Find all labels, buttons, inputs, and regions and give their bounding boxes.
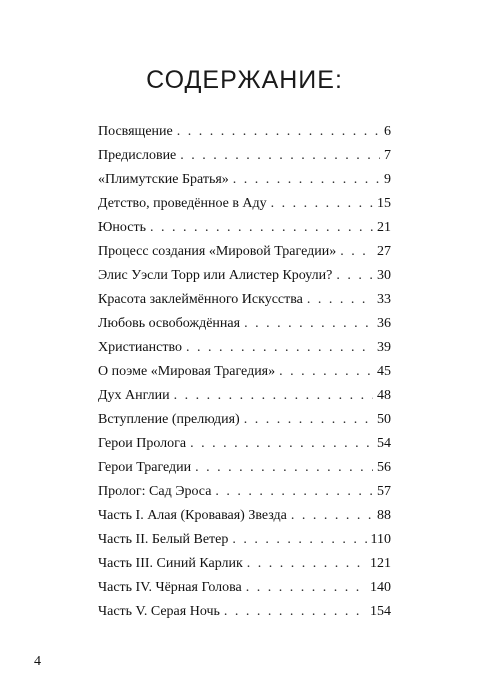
table-of-contents <box>98 120 391 624</box>
page-title: СОДЕРЖАНИЕ: <box>146 66 343 94</box>
dot-leader <box>279 360 373 384</box>
dot-leader <box>195 456 373 480</box>
toc-entry <box>98 600 391 624</box>
toc-entry-page: 45 <box>377 364 391 379</box>
toc-entry <box>98 576 391 600</box>
toc-entry-title: Процесс создания «Мировой Трагедии» <box>98 244 337 259</box>
toc-entry <box>98 456 391 480</box>
dot-leader <box>244 312 373 336</box>
toc-entry <box>98 528 391 552</box>
toc-entry-page: 88 <box>377 508 391 523</box>
toc-entry <box>98 288 391 312</box>
toc-entry-title: Юность <box>98 220 146 235</box>
toc-entry-title: Предисловие <box>98 148 177 163</box>
dot-leader <box>244 408 373 432</box>
toc-entry-page: 57 <box>377 484 391 499</box>
dot-leader <box>336 264 373 288</box>
toc-entry-title: Герои Пролога <box>98 436 187 451</box>
toc-entry-title: Часть V. Серая Ночь <box>98 604 220 619</box>
dot-leader <box>190 432 373 456</box>
dot-leader <box>291 504 373 528</box>
dot-leader <box>186 336 373 360</box>
toc-entry-title: Посвящение <box>98 124 173 139</box>
toc-entry-page: 7 <box>384 148 391 163</box>
toc-entry-page: 121 <box>370 556 391 571</box>
toc-entry-page: 27 <box>377 244 391 259</box>
dot-leader <box>177 120 380 144</box>
toc-entry-page: 30 <box>377 268 391 283</box>
dot-leader <box>174 384 373 408</box>
toc-entry <box>98 264 391 288</box>
toc-entry-title: Дух Англии <box>98 388 170 403</box>
dot-leader <box>307 288 373 312</box>
toc-entry-title: Часть III. Синий Карлик <box>98 556 243 571</box>
dot-leader <box>224 600 366 624</box>
toc-entry-page: 110 <box>370 532 391 547</box>
dot-leader <box>180 144 380 168</box>
dot-leader <box>215 480 373 504</box>
toc-entry <box>98 192 391 216</box>
dot-leader <box>232 528 366 552</box>
toc-entry-page: 56 <box>377 460 391 475</box>
toc-entry-page: 140 <box>370 580 391 595</box>
toc-entry-page: 15 <box>377 196 391 211</box>
toc-entry-page: 48 <box>377 388 391 403</box>
dot-leader <box>271 192 373 216</box>
toc-entry <box>98 312 391 336</box>
toc-entry-page: 50 <box>377 412 391 427</box>
toc-entry-title: Часть I. Алая (Кровавая) Звезда <box>98 508 287 523</box>
toc-entry-page: 39 <box>377 340 391 355</box>
toc-entry-page: 54 <box>377 436 391 451</box>
dot-leader <box>247 552 366 576</box>
toc-entry <box>98 552 391 576</box>
toc-entry-page: 6 <box>384 124 391 139</box>
toc-entry-page: 33 <box>377 292 391 307</box>
dot-leader <box>340 240 373 264</box>
toc-entry <box>98 480 391 504</box>
toc-entry-title: Часть II. Белый Ветер <box>98 532 229 547</box>
toc-entry-title: «Плимутские Братья» <box>98 172 229 187</box>
toc-entry-title: Детство, проведённое в Аду <box>98 196 267 211</box>
toc-entry <box>98 216 391 240</box>
toc-entry <box>98 168 391 192</box>
toc-entry <box>98 144 391 168</box>
toc-entry <box>98 336 391 360</box>
toc-entry-page: 21 <box>377 220 391 235</box>
toc-entry <box>98 408 391 432</box>
toc-entry-page: 154 <box>370 604 391 619</box>
page-number: 4 <box>34 654 41 669</box>
toc-entry-title: Христианство <box>98 340 182 355</box>
toc-entry <box>98 432 391 456</box>
dot-leader <box>150 216 373 240</box>
toc-entry-title: Элис Уэсли Торр или Алистер Кроули? <box>98 268 333 283</box>
dot-leader <box>246 576 366 600</box>
toc-entry <box>98 384 391 408</box>
toc-entry <box>98 504 391 528</box>
toc-entry-title: Красота заклеймённого Искусства <box>98 292 303 307</box>
toc-entry-title: О поэме «Мировая Трагедия» <box>98 364 276 379</box>
toc-entry-title: Герои Трагедии <box>98 460 192 475</box>
toc-entry-title: Пролог: Сад Эроса <box>98 484 212 499</box>
toc-entry-title: Вступление (прелюдия) <box>98 412 240 427</box>
toc-entry-title: Часть IV. Чёрная Голова <box>98 580 242 595</box>
toc-entry <box>98 360 391 384</box>
toc-entry <box>98 120 391 144</box>
dot-leader <box>233 168 380 192</box>
toc-entry-title: Любовь освобождённая <box>98 316 241 331</box>
toc-entry-page: 36 <box>377 316 391 331</box>
toc-entry <box>98 240 391 264</box>
toc-entry-page: 9 <box>384 172 391 187</box>
